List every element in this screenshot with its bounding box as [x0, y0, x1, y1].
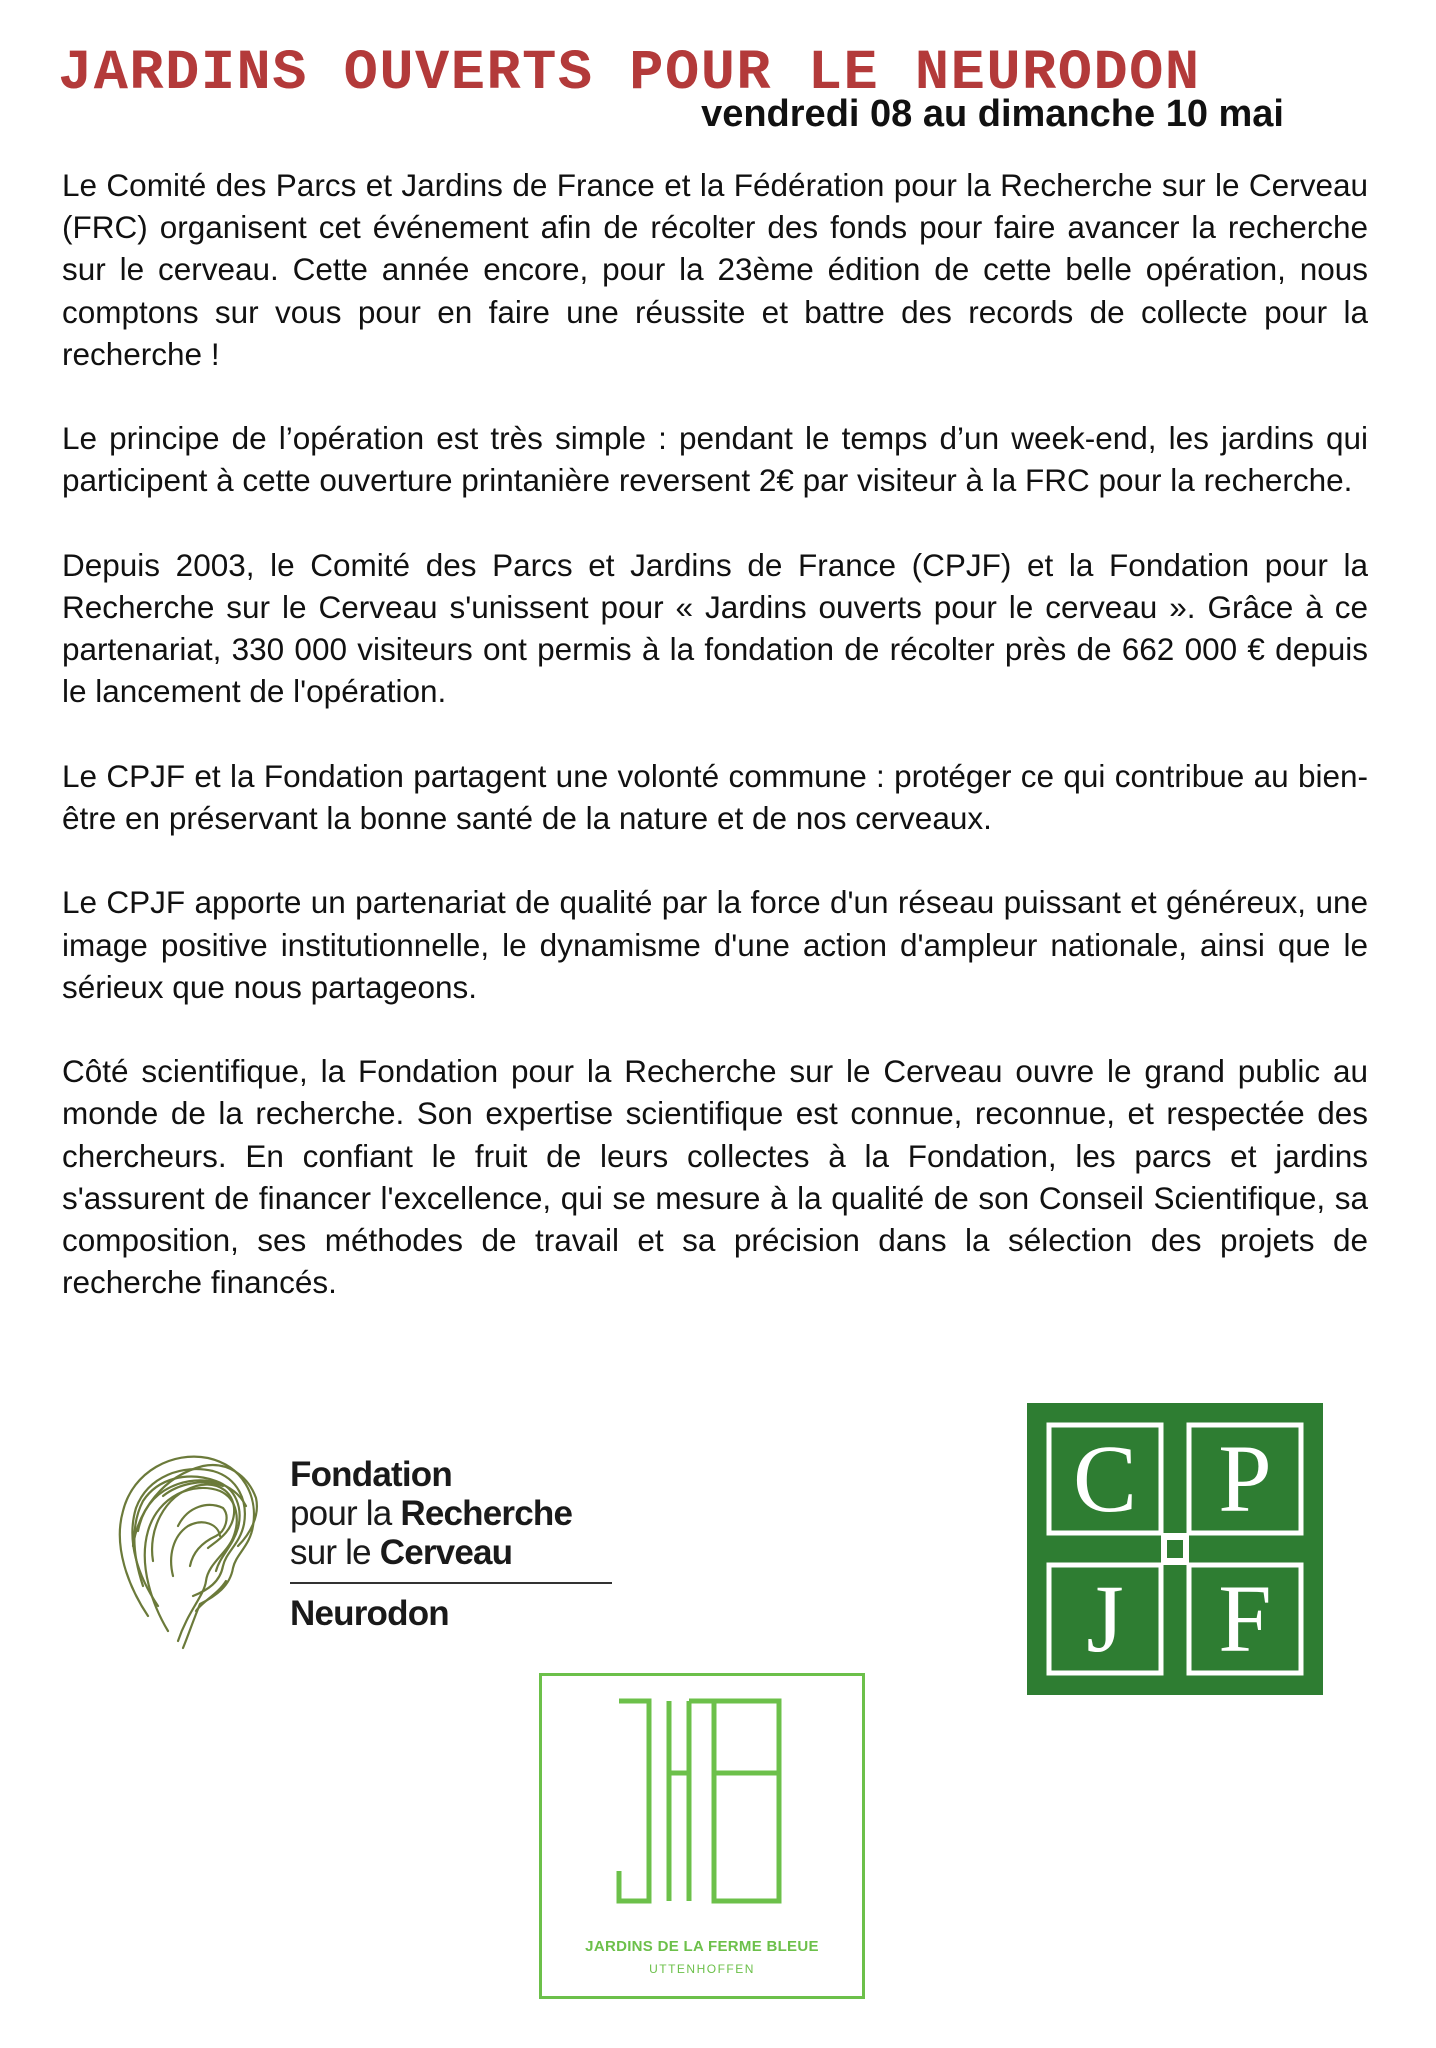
jfb-place: UTTENHOFFEN: [649, 1962, 755, 1976]
brain-head-icon: [108, 1436, 268, 1656]
frc-divider: [290, 1582, 612, 1584]
paragraph-intro: Le Comité des Parcs et Jardins de France et la Fédération pour la Recherche sur le Cerveau (FRC) organisent cet événement afin de récolter des fonds pour faire avancer la recherche sur le cerveau. Cette année encore, pour la 23ème édition de cette belle opération, nous comptons sur vous pour en faire une réussite et battre des records de collecte pour la recherche !: [62, 167, 1368, 372]
cpjf-letter-j: J: [1086, 1565, 1124, 1672]
body-text: [62, 164, 1368, 1346]
jfb-logo: [539, 1673, 865, 1999]
paragraph-principle: Le principe de l’opération est très simple : pendant le temps d’un week-end, les jardins qui participent à cette ouverture printanière reversent 2€ par visiteur à la FRC pour la recherche.: [62, 420, 1368, 499]
cpjf-letter-p: P: [1218, 1425, 1272, 1532]
paragraph-history: Depuis 2003, le Comité des Parcs et Jardins de France (CPJF) et la Fondation pour la Recherche sur le Cerveau s'unissent pour « Jardins ouverts pour le cerveau ». Grâce à ce partenariat, 330 000 visiteurs ont permis à la fondation de récolter près de 662 000 € depuis le lancement de l'opération.: [62, 546, 1368, 710]
frc-line-2b: Recherche: [400, 1494, 573, 1533]
event-dates: vendredi 08 au dimanche 10 mai: [701, 93, 1284, 135]
cpjf-logo: [1027, 1403, 1323, 1695]
cpjf-letter-c: C: [1072, 1425, 1138, 1532]
frc-line-2a: pour la: [290, 1494, 401, 1533]
frc-logo: [108, 1436, 628, 1656]
frc-line-3b: Cerveau: [379, 1533, 513, 1572]
frc-neurodon: Neurodon: [290, 1594, 449, 1633]
paragraph-cpjf-contribution: Le CPJF apporte un partenariat de qualité par la force d'un réseau puissant et généreux, une image positive institutionnelle, le dynamisme d'une action d'ampleur nationale, ainsi que le sérieux que nous partageons.: [62, 884, 1368, 1005]
jfb-name: JARDINS DE LA FERME BLEUE: [585, 1938, 819, 1955]
paragraph-shared-goal: Le CPJF et la Fondation partagent une volonté commune : protéger ce qui contribue au bien-être en préservant la bonne santé de la nature et de nos cerveaux.: [62, 757, 1368, 836]
frc-wordmark: [290, 1455, 612, 1633]
cpjf-emblem: [1027, 1403, 1323, 1695]
frc-line-3a: sur le: [290, 1533, 380, 1572]
page-title: JARDINS OUVERTS POUR LE NEURODON: [58, 42, 1201, 106]
paragraph-scientific: Côté scientifique, la Fondation pour la Recherche sur le Cerveau ouvre le grand public au monde de la recherche. Son expertise scientifique est connue, reconnue, et respectée des chercheurs. En confiant le fruit de leurs collectes à la Fondation, les parcs et jardins s'assurent de financer l'excellence, qui se mesure à la qualité de son Conseil Scientifique, sa composition, ses méthodes de travail et sa précision dans la sélection des projets de recherche financés.: [62, 1053, 1368, 1301]
jfb-monogram-icon: [539, 1673, 865, 1913]
cpjf-letter-f: F: [1218, 1565, 1272, 1672]
frc-line-1: Fondation: [290, 1455, 452, 1494]
